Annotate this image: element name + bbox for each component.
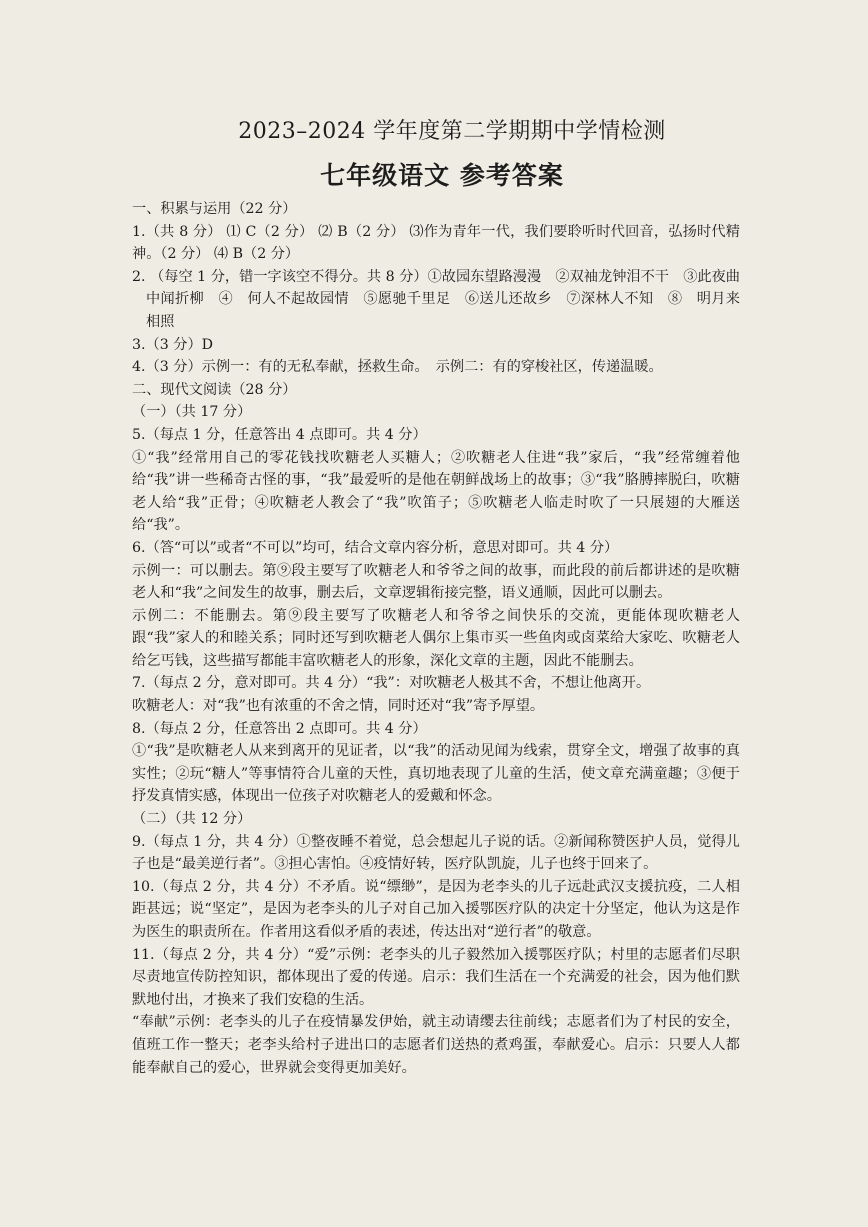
answer-q5-header: 5.（每点 1 分，任意答出 4 点即可。共 4 分） <box>132 426 427 443</box>
document-title: 2023–2024 学年度第二学期期中学情检测 <box>238 119 666 144</box>
answer-q9: 9.（每点 1 分，共 4 分）①整夜睡不着觉，总会想起儿子说的话。②新闻称赞医护人员，觉得儿子也是“最美逆行者”。③担心害怕。④疫情好转，医疗队凯旋，儿子也终于回来了。 <box>132 833 740 873</box>
answer-q11-love: 11.（每点 2 分，共 4 分）“爱”示例：老李头的儿子毅然加入援鄂医疗队；村里的志愿者们尽职尽责地宣传防控知识，都体现出了爱的传递。启示：我们生活在一个充满爱的社会，因为他们默默地付出，才换来了我们安稳的生活。 <box>132 946 740 1008</box>
answer-q5-body: ①“我”经常用自己的零花钱找吹糖老人买糖人；②吹糖老人住进“我”家后，“我”经常缠着他给“我”讲一些稀奇古怪的事，“我”最爱听的是他在朝鲜战场上的故事；③“我”胳膊摔脱臼，吹糖老人给“我”正骨；④吹糖老人教会了“我”吹笛子；⑤吹糖老人临走时吹了一只展翅的大雁送给“我”。 <box>132 449 740 534</box>
answer-q2: 2. （每空 1 分，错一字该空不得分。共 8 分）①故园东望路漫漫 ②双袖龙钟泪不干 ③此夜曲中闻折柳 ④ 何人不起故园情 ⑤愿驰千里足 ⑥送儿还故乡 ⑦深林人不知 ⑧ 明月来相照 <box>132 268 740 330</box>
answer-q10: 10.（每点 2 分，共 4 分）不矛盾。说“缥缈”，是因为老李头的儿子远赴武汉支援抗疫，二人相距甚远；说“坚定”，是因为老李头的儿子对自己加入援鄂医疗队的决定十分坚定，他认为这是作为医生的职责所在。作者用这看似矛盾的表述，传达出对“逆行者”的敬意。 <box>132 878 740 940</box>
document-subtitle: 七年级语文 参考答案 <box>320 161 564 190</box>
section-heading-2: 二、现代文阅读（28 分） <box>132 381 297 398</box>
answer-q8-body: ①“我”是吹糖老人从来到离开的见证者，以“我”的活动见闻为线索，贯穿全文，增强了故事的真实性；②玩“糖人”等事情符合儿童的天性，真切地表现了儿童的生活，使文章充满童趣；③便于抒发真情实感，体现出一位孩子对吹糖老人的爱戴和怀念。 <box>132 743 740 805</box>
answer-q3: 3.（3 分）D <box>132 336 214 353</box>
subsection-heading-2: （二）（共 12 分） <box>132 811 252 828</box>
answer-q6-example2: 示例二：不能删去。第⑨段主要写了吹糖老人和爷爷之间快乐的交流，更能体现吹糖老人跟“我”家人的和睦关系；同时还写到吹糖老人偶尔上集市买一些鱼肉或卤菜给大家吃、吹糖老人给乞丐钱，这些描写都能丰富吹糖老人的形象，深化文章的主题，因此不能删去。 <box>132 607 740 669</box>
answer-q1: 1.（共 8 分） ⑴ C（2 分） ⑵ B（2 分） ⑶作为青年一代，我们要聆听时代回音，弘扬时代精神。（2 分） ⑷ B（2 分） <box>132 223 740 263</box>
answer-q8-header: 8.（每点 2 分，任意答出 2 点即可。共 4 分） <box>132 720 427 737</box>
answer-q7-line1: 7.（每点 2 分，意对即可。共 4 分）“我”：对吹糖老人极其不舍，不想让他离开。 <box>132 675 651 692</box>
answer-q11-dedication: “奉献”示例：老李头的儿子在疫情暴发伊始，就主动请缨去往前线；志愿者们为了村民的安全，值班工作一整天；老李头给村子进出口的志愿者们送热的煮鸡蛋，奉献爱心。启示：只要人人都能奉献自己的爱心，世界就会变得更加美好。 <box>132 1014 740 1076</box>
section-heading-1: 一、积累与运用（22 分） <box>132 201 297 217</box>
answer-q7-line2: 吹糖老人：对“我”也有浓重的不舍之情，同时还对“我”寄予厚望。 <box>132 698 545 715</box>
answer-q6-header: 6.（答“可以”或者“不可以”均可，结合文章内容分析，意思对即可。共 4 分） <box>132 539 619 556</box>
answer-q4: 4.（3 分）示例一：有的无私奉献，拯救生命。 示例二：有的穿梭社区，传递温暖。 <box>132 359 663 376</box>
subsection-heading-1: （一）（共 17 分） <box>132 404 252 421</box>
answer-q6-example1: 示例一：可以删去。第⑨段主要写了吹糖老人和爷爷之间的故事，而此段的前后都讲述的是吹糖老人和“我”之间发生的故事，删去后，文章逻辑衔接完整，语义通顺，因此可以删去。 <box>132 562 740 602</box>
answer-body <box>132 198 740 1079</box>
